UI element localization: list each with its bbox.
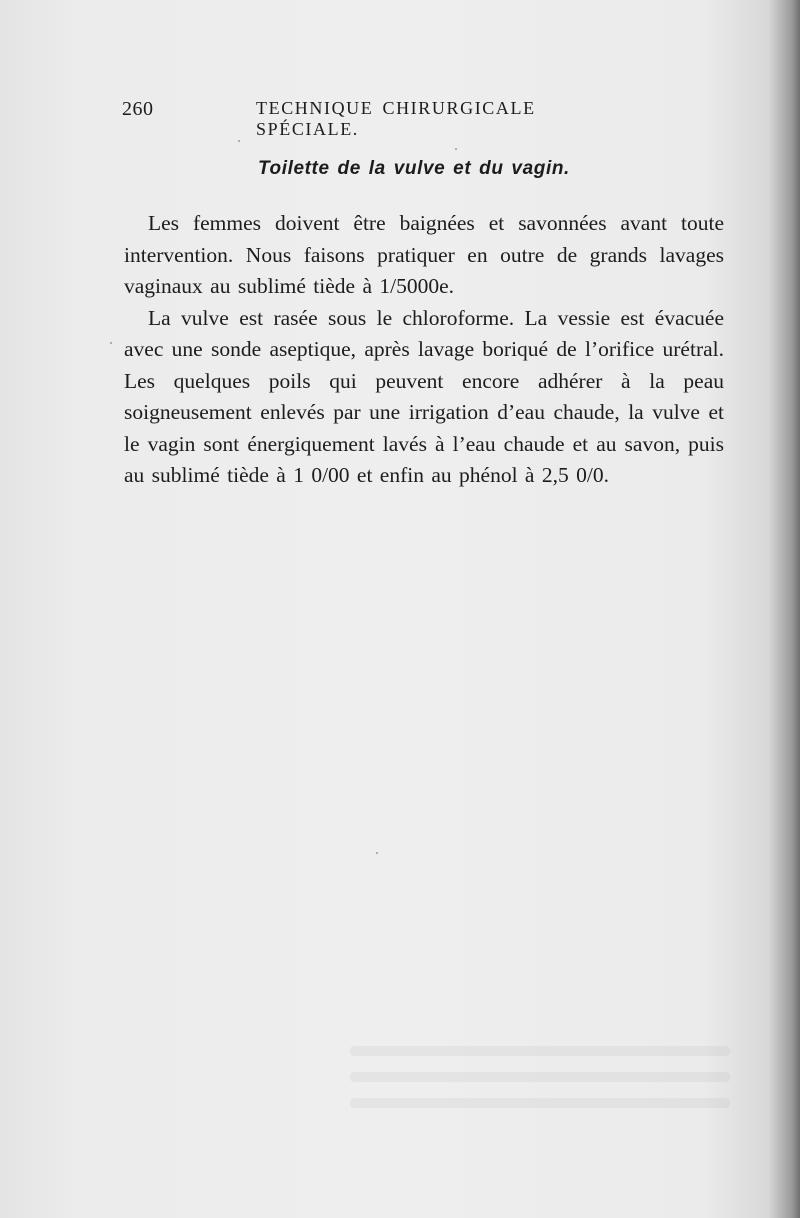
paper-speck [238, 140, 240, 142]
paragraph-2: La vulve est rasée sous le chloroforme. La vessie est évacuée avec une sonde aseptique, après lavage boriqué de l’orifice urétral. Les quelques poils qui peuvent encore adhérer à la peau soigneusement enlevés par une irrigation d’eau chaude, la vulve et le vagin sont énergiquement lavés à l’eau chaude et au savon, puis au sublimé tiède à 1 0/00 et enfin au phénol à 2,5 0/0. [124, 305, 724, 487]
section-title: Toilette de la vulve et du vagin. [258, 158, 570, 179]
paragraph-1: Les femmes doivent être baignées et savonnées avant toute intervention. Nous faisons pratiquer en outre de grands lavages vaginaux au sublimé tiède à 1/5000e. [124, 211, 724, 298]
paper-speck [110, 342, 112, 344]
page-number: 260 [122, 98, 154, 120]
paper-speck [376, 852, 378, 854]
running-head: TECHNIQUE CHIRURGICALE SPÉCIALE. [256, 98, 536, 139]
page-header [122, 98, 598, 139]
paper-speck [455, 148, 457, 150]
show-through-text [350, 1030, 730, 1120]
body-text [124, 208, 724, 492]
